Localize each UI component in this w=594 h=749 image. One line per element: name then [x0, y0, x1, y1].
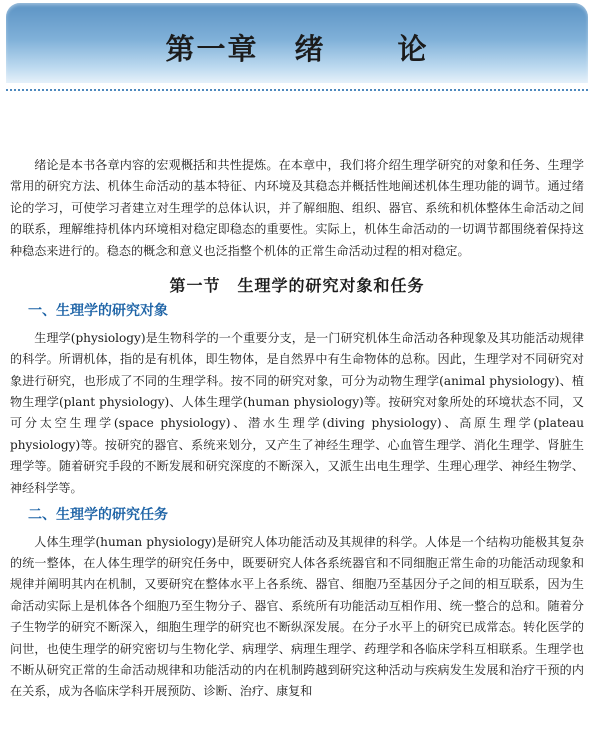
subsection-2-paragraph: 人体生理学(human physiology)是研究人体功能活动及其规律的科学。人体是一个结构功能极其复杂的统一整体，在人体生理学的研究任务中，既要研究人体各系统器官和不同细胞正常生命的功能活动现象和规律并阐明其内在机制，又要研究在整体水平上各系统、器官、细胞乃至基因分子之间的相互联系，因为生命活动实际上是机体各个细胞乃至生物分子、器官、系统所有功能活动互相作用、统一整合的总和。随着分子生物学的研究不断深入，细胞生理学的研究也不断纵深发展。在分子水平上的研究已成常态。转化医学的问世，也使生理学的研究密切与生物化学、病理学、病理生理学、药理学和各临床学科互相联系。生理学也不断从研究正常的生命活动规律和功能活动的内在机制跨越到研究这种活动与疾病发生发展和治疗干预的内在关系，成为各临床学科开展预防、诊断、治疗、康复和	[10, 534, 584, 699]
intro-paragraph: 绪论是本书各章内容的宏观概括和共性提炼。在本章中，我们将介绍生理学研究的对象和任务、生理学常用的研究方法、机体生命活动的基本特征、内环境及其稳态并概括性地阐述机体生理功能的调节。通过绪论的学习，可使学习者建立对生理学的总体认识，并了解细胞、组织、器官、系统和机体整体生命活动之间的联系，理解维持机体内环境相对稳定即稳态的重要性。实际上，机体生命活动的一切调节都围绕着保持这种稳态来进行的。稳态的概念和意义也泛指整个机体的正常生命活动过程的相对稳定。	[10, 158, 584, 258]
subsection-1-paragraph: 生理学(physiology)是生物科学的一个重要分支，是一门研究机体生命活动各种现象及其功能活动规律的科学。所谓机体，指的是有机体，即生物体，是自然界中有生命物体的总称。因此，生理学对不同研究对象进行研究，也形成了不同的生理学科。按不同的研究对象，可分为动物生理学(animal physiology)、植物生理学(plant physiology)、人体生理学(human physiology)等。按研究对象所处的环境状态不同，又可分太空生理学(space physiology)、潜水生理学(diving physiology)、高原生理学(plateau physiology)等。按研究的器官、系统来划分，又产生了神经生理学、心血管生理学、消化生理学、肾脏生理学等。随着研究手段的不断发展和研究深度的不断深入，又派生出电生理学、生理心理学、神经生物学、神经科学等。	[10, 330, 584, 495]
dotted-divider	[6, 89, 588, 91]
subsection-title-2: 二、生理学的研究任务	[28, 507, 168, 524]
subsection-title-1: 一、生理学的研究对象	[28, 303, 168, 320]
chapter-title-char-2: 论	[397, 32, 429, 66]
chapter-title	[6, 27, 588, 68]
chapter-number: 第一章	[165, 32, 259, 66]
chapter-banner	[6, 3, 588, 83]
chapter-title-char-1: 绪	[294, 32, 326, 66]
section-title: 第一节 生理学的研究对象和任务	[169, 276, 425, 296]
page-body	[10, 155, 584, 703]
